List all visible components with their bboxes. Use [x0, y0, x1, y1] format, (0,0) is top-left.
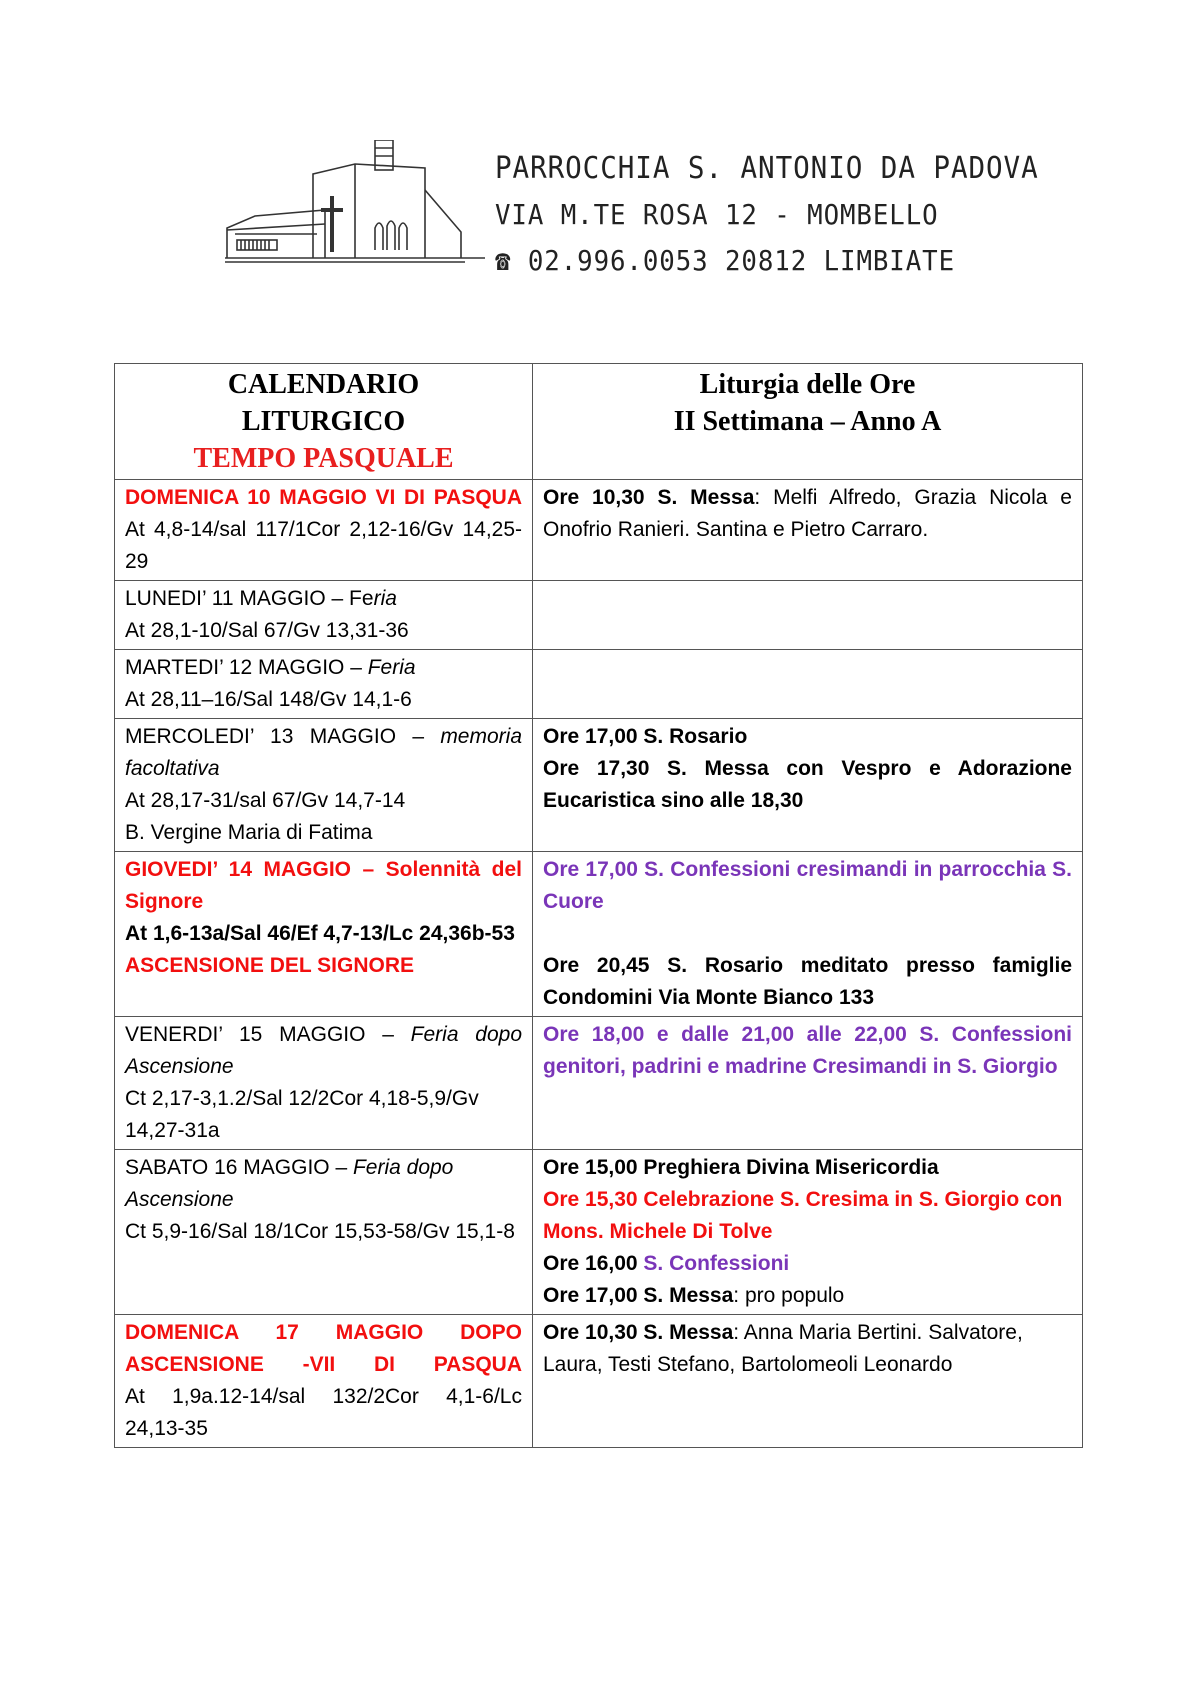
header-liturgy-line2: II Settimana – Anno A — [673, 406, 942, 437]
table-row — [115, 1150, 1083, 1315]
day-title: DOMENICA 10 MAGGIO VI DI PASQUA — [125, 486, 522, 509]
event-line: Ore 15,30 Celebrazione S. Cresima in S. Giorgio con Mons. Michele Di Tolve — [543, 1188, 1063, 1243]
table-row — [115, 1017, 1083, 1150]
events-cell — [533, 1315, 1083, 1448]
liturgical-calendar-table — [114, 363, 1083, 1448]
events-cell — [533, 650, 1083, 719]
day-cell — [115, 1017, 533, 1150]
table-row — [115, 650, 1083, 719]
parish-phone: 02.996.0053 20812 LIMBIATE — [527, 244, 956, 277]
table-row — [115, 480, 1083, 581]
church-logo-icon — [225, 140, 485, 270]
header-season: TEMPO PASQUALE — [193, 443, 454, 474]
day-readings: At 4,8-14/sal 117/1Cor 2,12-16/Gv 14,25-29 — [125, 518, 522, 573]
letterhead — [225, 140, 1039, 280]
day-feast: ASCENSIONE DEL SIGNORE — [125, 954, 414, 977]
table-row — [115, 1315, 1083, 1448]
day-cell — [115, 1150, 533, 1315]
table-header-row — [115, 364, 1083, 480]
events-cell — [533, 719, 1083, 852]
header-calendar — [115, 364, 533, 480]
header-liturgy — [533, 364, 1083, 480]
header-calendar-line1: CALENDARIO — [227, 369, 420, 400]
table-row — [115, 719, 1083, 852]
table-row — [115, 852, 1083, 1017]
event-line: Ore 17,30 S. Messa con Vespro e Adorazione Eucaristica sino alle 18,30 — [543, 757, 1072, 812]
event-line: Ore 18,00 e dalle 21,00 alle 22,00 S. Confessioni genitori, padrini e madrine Cresimandi in S. Giorgio — [543, 1023, 1072, 1078]
events-cell — [533, 581, 1083, 650]
events-cell — [533, 1150, 1083, 1315]
event-line: Ore 17,00 S. Rosario — [543, 725, 748, 748]
parish-address: VIA M.TE ROSA 12 - MOMBELLO — [495, 198, 939, 231]
day-title: MERCOLEDI’ 13 MAGGIO – memoria facoltativa — [125, 725, 522, 780]
day-note: B. Vergine Maria di Fatima — [125, 821, 373, 844]
day-title: LUNEDI’ 11 MAGGIO – Feria — [125, 587, 397, 610]
day-readings: Ct 2,17-3,1.2/Sal 12/2Cor 4,18-5,9/Gv 14,27-31a — [125, 1087, 479, 1142]
event-line: Ore 17,00 S. Messa: pro populo — [543, 1284, 845, 1307]
day-readings: At 1,6-13a/Sal 46/Ef 4,7-13/Lc 24,36b-53 — [125, 922, 515, 945]
event-line: Ore 16,00 S. Confessioni — [543, 1252, 790, 1275]
day-cell — [115, 650, 533, 719]
parish-phone-line — [495, 238, 956, 284]
day-readings: At 28,1-10/Sal 67/Gv 13,31-36 — [125, 619, 409, 642]
events-cell — [533, 1017, 1083, 1150]
events-cell — [533, 852, 1083, 1017]
event-line: Ore 20,45 S. Rosario meditato presso famiglie Condomini Via Monte Bianco 133 — [543, 954, 1072, 1009]
day-readings: Ct 5,9-16/Sal 18/1Cor 15,53-58/Gv 15,1-8 — [125, 1220, 515, 1243]
day-title: DOMENICA 17 MAGGIO DOPO ASCENSIONE -VII DI PASQUA — [125, 1321, 522, 1376]
day-cell — [115, 719, 533, 852]
day-cell — [115, 480, 533, 581]
header-liturgy-line1: Liturgia delle Ore — [699, 369, 916, 400]
day-readings: At 28,17-31/sal 67/Gv 14,7-14 — [125, 789, 406, 812]
events-cell — [533, 480, 1083, 581]
day-title: VENERDI’ 15 MAGGIO – Feria dopo Ascensione — [125, 1023, 522, 1078]
event-line: Ore 10,30 S. Messa: Anna Maria Bertini. Salvatore, Laura, Testi Stefano, Bartolomeoli Leonardo — [543, 1321, 1023, 1376]
table-row — [115, 581, 1083, 650]
day-readings: At 1,9a.12-14/sal 132/2Cor 4,1-6/Lc 24,13-35 — [125, 1385, 522, 1440]
day-title: SABATO 16 MAGGIO – Feria dopo Ascensione — [125, 1156, 454, 1211]
event-line: Ore 10,30 S. Messa: Melfi Alfredo, Grazia Nicola e Onofrio Ranieri. Santina e Pietro Carraro. — [543, 486, 1072, 541]
header-calendar-line2: LITURGICO — [241, 406, 406, 437]
event-line: Ore 17,00 S. Confessioni cresimandi in parrocchia S. Cuore — [543, 858, 1072, 913]
day-title: MARTEDI’ 12 MAGGIO – Feria — [125, 656, 416, 679]
event-line: Ore 15,00 Preghiera Divina Misericordia — [543, 1156, 939, 1179]
parish-name: PARROCCHIA S. ANTONIO DA PADOVA — [495, 151, 1039, 186]
spacer — [543, 918, 1072, 950]
day-readings: At 28,11–16/Sal 148/Gv 14,1-6 — [125, 688, 412, 711]
day-cell — [115, 1315, 533, 1448]
day-title: GIOVEDI’ 14 MAGGIO – Solennità del Signore — [125, 858, 522, 913]
day-cell — [115, 581, 533, 650]
day-cell — [115, 852, 533, 1017]
phone-icon: ☎ — [495, 244, 512, 277]
